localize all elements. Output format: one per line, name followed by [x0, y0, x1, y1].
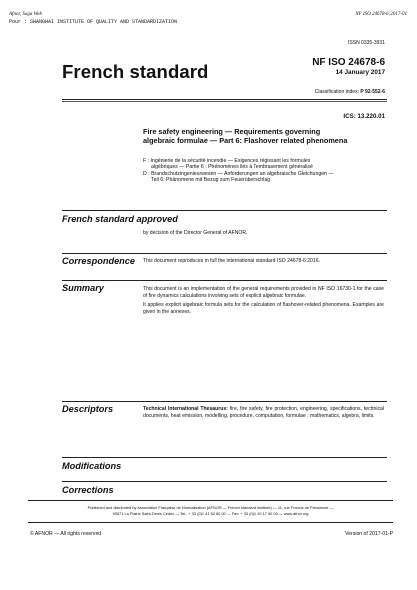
correspondence-text: This document reproduces in full the international standard ISO 24678-6:2016. [143, 258, 320, 264]
standard-number: NF ISO 24678-6 [312, 57, 385, 68]
copyright: © AFNOR — All rights reserved [30, 531, 102, 537]
summary-paragraph-1: This document is an implementation of the general requirements provided in NF ISO 16730-1 for the case of fire dynamics calculations involving sets of explicit algebraic formulae. [143, 286, 384, 299]
title-line-1: Fire safety engineering — Requirements governing [143, 127, 321, 136]
section-heading-corrections: Corrections [62, 485, 114, 495]
standard-date: 14 January 2017 [335, 69, 385, 76]
section-heading-modifications: Modifications [62, 461, 122, 471]
section-heading-correspondence: Correspondence [62, 256, 136, 266]
publisher-line-1: Published and distributed by Association Française de Normalisation (AFNOR — French standard institute) — 11, rue Francis de Pressensé — [87, 505, 334, 510]
rule-bottom [28, 522, 393, 523]
rule-approved [62, 210, 387, 211]
doc-type-title: French standard [62, 61, 209, 82]
approved-text: by decision of the Director General of AFNOR. [143, 230, 248, 236]
header-doc-ref: NF ISO 24678-6:2017-01 [355, 12, 407, 17]
translation-de-1: D : Brandschutzingenieurwesen — Anforderungen an algebraische Gleichungen — [143, 170, 334, 177]
section-heading-approved: French standard approved [62, 214, 178, 224]
rule-corrections [62, 481, 387, 482]
publisher-info [28, 505, 393, 517]
header-recipient: Pour : SHANGHAI INSTITUTE OF QUALITY AND STANDARDIZATION [9, 19, 178, 25]
header-source: Afnor, Saga Web [9, 12, 43, 17]
summary-text [143, 286, 384, 319]
descriptors-label: Technical International Thesaurus: [143, 406, 228, 412]
section-heading-descriptors: Descriptors [62, 404, 114, 414]
classification-index [315, 89, 385, 95]
rule-top-2 [62, 101, 387, 102]
issn: ISSN 0335-3931 [348, 40, 385, 46]
classification-label: Classification index: [314, 89, 359, 95]
document-title [143, 127, 347, 145]
translation-fr-1: F : Ingénierie de la sécurité incendie — Exigences régissant les formules [143, 158, 311, 164]
version: Version of 2017-01-P [345, 531, 393, 537]
summary-paragraph-2: It applies explicit algebraic formula sets for the calculation of flashover-related phenomena. Examples are given in the annexes. [143, 302, 384, 316]
rule-modifications [62, 457, 387, 458]
descriptors-text [143, 406, 384, 419]
title-line-2: algebraic formulae — Part 6: Flashover related phenomena [143, 136, 348, 145]
descriptors-keywords: fire, fire safety, fire protection, engineering, specifications, technical documents, heat emission, modelling, procedure, computation, formulae : mathematics, algebra, limits. [143, 406, 384, 419]
translation-de-2: Teil 6: Phänomene mit Bezug zum Feuerüberschlag [151, 176, 271, 183]
rule-footer [28, 500, 393, 501]
title-translations [143, 158, 334, 183]
ics-code: ICS: 13.220.01 [343, 113, 385, 120]
rule-top [62, 99, 387, 100]
section-heading-summary: Summary [62, 283, 104, 293]
publisher-line-2: 93571 La Plaine Saint-Denis Cedex — Tel.: + 33 (0)1 41 62 80 00 — Fax: + 33 (0)1 49 17 90 00 — www.afnor.org [112, 511, 309, 516]
rule-descriptors [62, 401, 387, 402]
rule-correspondence [62, 253, 387, 254]
rule-summary [62, 280, 387, 281]
translation-fr-2: algébriques — Partie 6 : Phénomènes liés à l'embrasement généralisé [151, 164, 313, 171]
classification-value: P 92-552-6 [360, 89, 385, 95]
